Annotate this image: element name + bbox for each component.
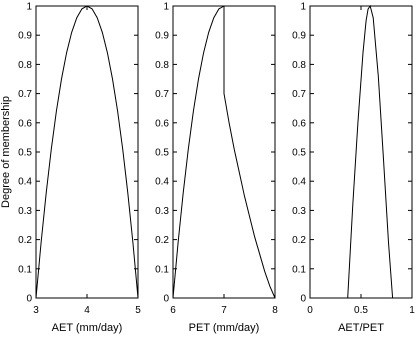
y-tick-label: 0.6	[155, 118, 169, 130]
y-tick-label: 0.6	[18, 118, 32, 130]
y-tick-label: 0.7	[155, 89, 169, 101]
y-tick-label: 0.1	[292, 264, 306, 276]
y-tick-label: 0.5	[155, 147, 169, 159]
x-tick-label: 8	[272, 305, 278, 316]
panel-3	[292, 2, 415, 335]
y-tick-label: 0.3	[18, 205, 32, 217]
x-tick-label: 4	[84, 305, 90, 316]
y-tick-label: 0.3	[155, 205, 169, 217]
y-tick-label: 0.9	[18, 30, 32, 42]
y-tick-label: 0	[300, 293, 306, 305]
y-tick-label: 1	[300, 1, 306, 13]
plot-frame	[310, 6, 412, 298]
y-axis-label: Degree of membership	[0, 96, 12, 208]
x-tick-label: 6	[170, 305, 176, 316]
x-axis-label: AET/PET	[338, 322, 384, 334]
y-tick-label: 0.7	[18, 89, 32, 101]
y-tick-label: 0.4	[18, 176, 32, 188]
y-tick-label: 0	[163, 293, 169, 305]
y-tick-label: 0.3	[292, 205, 306, 217]
y-tick-label: 0.5	[292, 147, 306, 159]
y-tick-label: 0.2	[18, 235, 32, 247]
y-tick-label: 1	[26, 1, 32, 13]
x-tick-label: 5	[135, 305, 141, 316]
panel-1	[18, 2, 141, 335]
x-tick-label: 0.5	[354, 305, 368, 316]
y-tick-label: 0	[26, 293, 32, 305]
x-axis-label: AET (mm/day)	[51, 322, 123, 334]
x-tick-label: 3	[33, 305, 39, 316]
y-tick-label: 0.2	[155, 235, 169, 247]
y-tick-label: 0.9	[292, 30, 306, 42]
x-tick-label: 7	[221, 305, 227, 316]
y-tick-label: 0.7	[292, 89, 306, 101]
y-tick-label: 0.8	[18, 59, 32, 71]
y-tick-label: 0.9	[155, 30, 169, 42]
y-tick-label: 0.8	[155, 59, 169, 71]
y-tick-label: 1	[163, 1, 169, 13]
x-tick-label: 1	[409, 305, 415, 316]
y-tick-label: 0.4	[292, 176, 306, 188]
panel-2	[155, 2, 278, 335]
y-tick-label: 0.4	[155, 176, 169, 188]
y-tick-label: 0.6	[292, 118, 306, 130]
x-axis-label: PET (mm/day)	[188, 322, 260, 334]
y-tick-label: 0.1	[18, 264, 32, 276]
y-tick-label: 0.2	[292, 235, 306, 247]
y-tick-label: 0.1	[155, 264, 169, 276]
x-tick-label: 0	[307, 305, 313, 316]
y-tick-label: 0.5	[18, 147, 32, 159]
y-tick-label: 0.8	[292, 59, 306, 71]
